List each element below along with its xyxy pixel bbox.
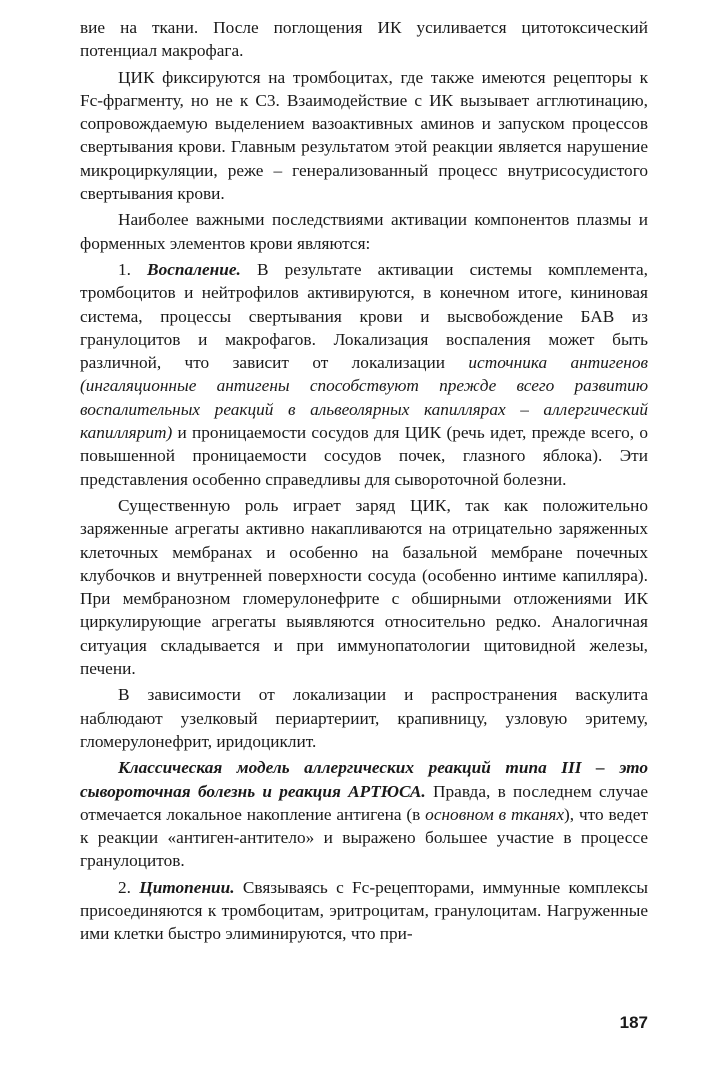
list-number: 1. bbox=[118, 259, 148, 279]
page-number: 187 bbox=[619, 1013, 648, 1032]
list-number: 2. bbox=[118, 877, 140, 897]
paragraph-consequences-intro: Наиболее важными последствиями активации компонентов плазмы и форменных элементов крови являются: bbox=[80, 210, 648, 253]
paragraph-cytopenia bbox=[80, 876, 648, 946]
page-body bbox=[80, 16, 648, 946]
term-classic-model: Классическая модель аллергических реакций типа III – это сывороточная болезнь и реакция АРТЮСА. bbox=[80, 758, 648, 801]
paragraph-cik-charge: Существенную роль играет заряд ЦИК, так как положительно заряженные агрегаты активно накапливаются на отрицательно заряженных клеточных мембранах и особенно на базальной мембране почечных клубочков и внутренней поверхности сосуда (особенно интиме капилляра). При мембранозном гломерулонефрите с обширными отложениями ИК циркулирующие агрегаты выявляются относительно редко. Аналогичная ситуация складывается и при иммунопатологии щитовидной железы, печени. bbox=[80, 495, 648, 679]
paragraph-inflammation bbox=[80, 258, 648, 491]
classic-model-text-a: Правда, в последнем случае отмечается локальное накопление антигена (в bbox=[80, 781, 648, 824]
paragraph-continuation: вие на ткани. После поглощения ИК усиливается цитотоксический потенциал макрофага. bbox=[80, 18, 648, 61]
inflammation-italic: источника антигенов (ингаляционные антигены способствуют прежде всего развитию воспалительных реакций в альвеолярных капиллярах – аллергический капиллярит) bbox=[80, 353, 648, 443]
cytopenia-text: Связываясь с Fc-рецепторами, иммунные комплексы присоединяются к тромбоцитам, эритроцитам, гранулоцитам. Нагруженные ими клетки быстро элиминируются, что при- bbox=[80, 877, 648, 944]
paragraph-vasculitis: В зависимости от локализации и распространения васкулита наблюдают узелковый периартериит, крапивницу, узловую эритему, гломерулонефрит, иридоциклит. bbox=[80, 685, 648, 751]
inflammation-text-b: и проницаемости сосудов для ЦИК (речь идет, прежде всего, о повышенной проницаемости сосудов почек, глазного яблока). Эти представления особенно справедливы для сывороточной болезни. bbox=[80, 423, 648, 489]
classic-model-italic: основном в тканях bbox=[425, 804, 565, 824]
paragraph-cik-platelets: ЦИК фиксируются на тромбоцитах, где также имеются рецепторы к Fc-фрагменту, но не к С3. Взаимодействие с ИК вызывает агглютинацию, сопровождаемую выделением вазоактивных аминов и запуском процессов свертывания крови. Главным результатом этой реакции является нарушение микроциркуляции, реже – генерализованный процесс внутрисосудистого свертывания крови. bbox=[80, 67, 648, 204]
classic-model-text-b: ), что ведет к реакции «антиген-антитело» и выражено большее участие в процессе гранулоцитов. bbox=[80, 804, 648, 871]
inflammation-text-a: В результате активации системы комплемента, тромбоцитов и нейтрофилов активируются, в конечном итоге, кининовая система, процессы свертывания крови и высвобождение БАВ из гранулоцитов и макрофагов. Локализация воспаления может быть различной, что зависит от локализации bbox=[80, 259, 648, 373]
term-cytopenia: Цитопении. bbox=[139, 877, 235, 897]
term-inflammation: Воспаление. bbox=[147, 259, 241, 279]
paragraph-classic-model bbox=[80, 756, 648, 872]
